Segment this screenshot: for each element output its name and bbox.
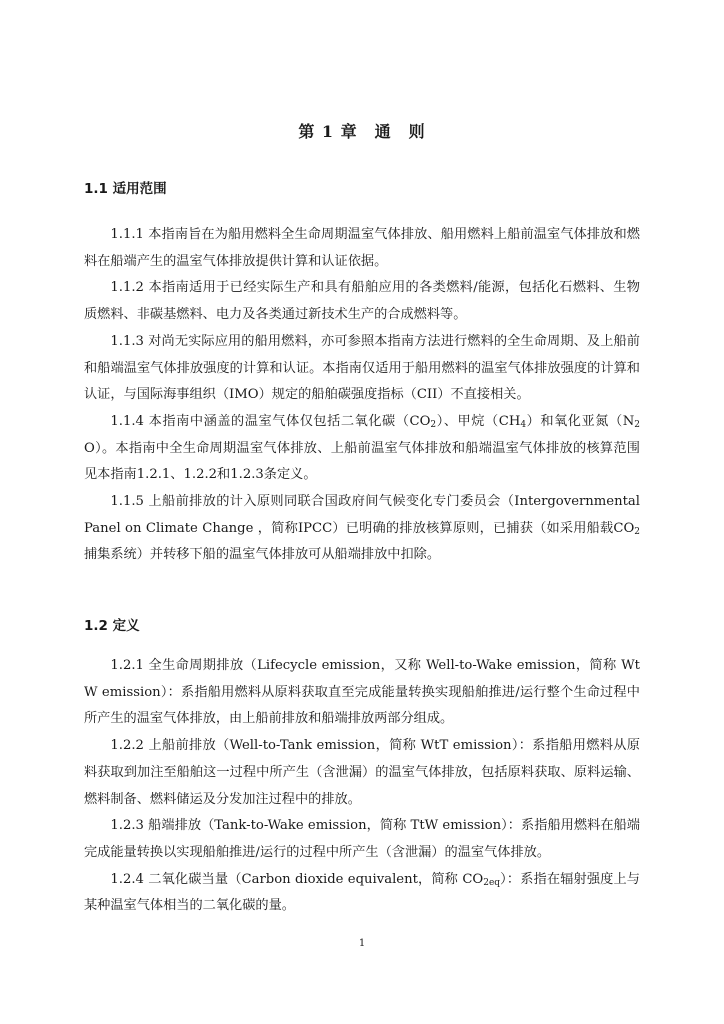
paragraph-1-1-2: 1.1.2 本指南适用于已经实际生产和具有船舶应用的各类燃料/能源，包括化石燃料、生物质燃料、非碳基燃料、电力及各类通过新技术生产的合成燃料等。: [84, 280, 640, 323]
page-number: 1: [358, 938, 366, 949]
section-body-definitions: [84, 653, 640, 920]
section-heading-scope: 1.1 适用范围: [84, 181, 167, 197]
paragraph-1-2-4: 1.2.4 二氧化碳当量（Carbon dioxide equivalent，简称 $CO_{2eq}$）：系指在辐射强度上与某种温室气体相当的二氧化碳的量。: [84, 871, 640, 914]
paragraph-1-1-4: 1.1.4 本指南中涵盖的温室气体仅包括二氧化碳$(CO_2)$、甲烷$(CH_4)$和氧化亚氮$(N_2O)$。本指南中全生命周期温室气体排放、上船前温室气体排放和船端温室气体排放的核算范围见本指南1.2.1、1.2.2和1.2.3条定义。: [84, 413, 640, 483]
paragraph-1-1-1: 1.1.1 本指南旨在为船用燃料全生命周期温室气体排放、船用燃料上船前温室气体排放和燃料在船端产生的温室气体排放提供计算和认证依据。: [84, 227, 640, 269]
section-body-scope: [84, 222, 640, 569]
chapter-title: 第 1 章 通 则: [298, 122, 426, 141]
paragraph-1-1-3: 1.1.3 对尚无实际应用的船用燃料，亦可参照本指南方法进行燃料的全生命周期、及上船前和船端温室气体排放强度的计算和认证。本指南仅适用于船用燃料的温室气体排放强度的计算和认证，与国际海事组织（IMO）规定的船舶碳强度指标（CII）不直接相关。: [84, 333, 640, 403]
section-heading-definitions: 1.2 定义: [84, 618, 140, 634]
paragraph-1-2-2: 1.2.2 上船前排放（Well-to-Tank emission，简称 WtT emission）：系指船用燃料从原料获取到加注至船舶这一过程中所产生（含泄漏）的温室气体排放，包括原料获取、原料运输、燃料制备、燃料储运及分发加注过程中的排放。: [84, 738, 640, 807]
paragraph-1-2-3: 1.2.3 船端排放（Tank-to-Wake emission，简称 TtW emission）：系指船用燃料在船端完成能量转换以实现船舶推进/运行的过程中所产生（含泄漏）的温室气体排放。: [84, 818, 640, 860]
paragraph-1-1-5: 1.1.5 上船前排放的计入原则同联合国政府间气候变化专门委员会（Intergovernmental Panel on Climate Change ，简称IPCC）已明确的排放核算原则，已捕获（如采用船载$CO_2$捕集系统）并转移下船的温室气体排放可从船端排放中扣除。: [84, 494, 640, 563]
paragraph-1-2-1: 1.2.1 全生命周期排放（Lifecycle emission，又称 Well-to-Wake emission，简称 WtW emission）：系指船用燃料从原料获取直至完成能量转换实现船舶推进/运行整个生命过程中所产生的温室气体排放，由上船前排放和船端排放两部分组成。: [84, 658, 640, 727]
